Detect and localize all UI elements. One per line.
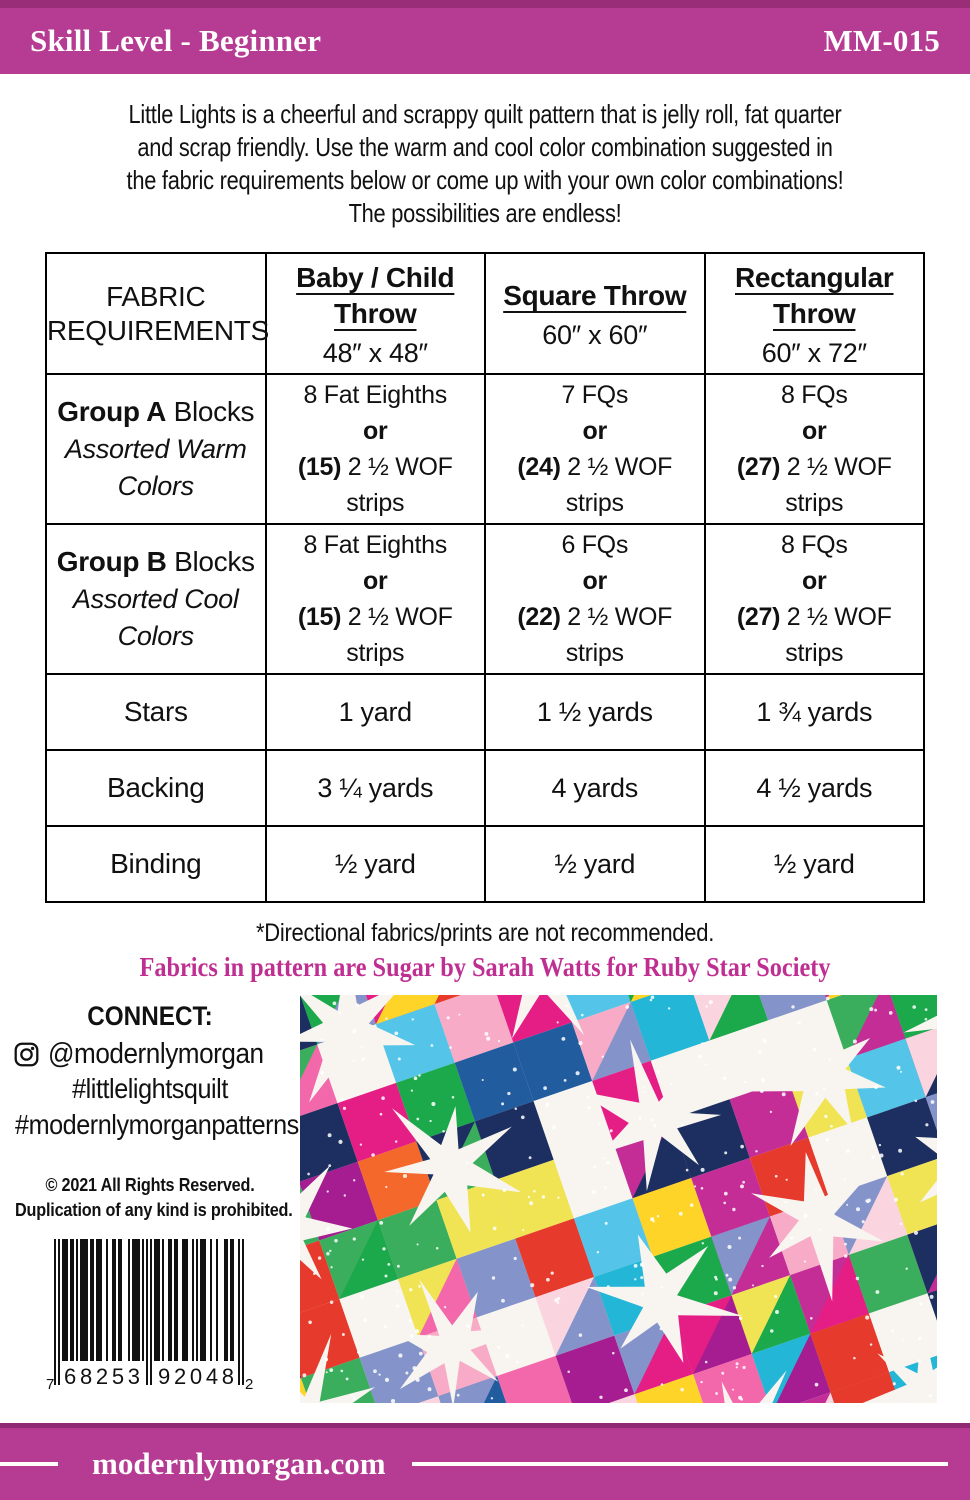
fabric-requirements-table — [45, 252, 925, 903]
cell-or: or — [582, 417, 607, 445]
intro-line: The possibilities are endless! — [348, 198, 622, 228]
skill-level-label: Skill Level - Beginner — [30, 23, 322, 58]
cell-qty: (15) — [297, 453, 342, 481]
directional-note — [0, 919, 970, 948]
cell-stars-baby: 1 yard — [266, 674, 486, 750]
row-label-stars: Stars — [46, 674, 266, 750]
copyright-line: Duplication of any kind is prohibited. — [15, 1200, 293, 1220]
copyright-line: © 2021 All Rights Reserved. — [45, 1175, 255, 1195]
cell-binding-rect: ½ yard — [705, 826, 925, 902]
fabric-credit-text: Fabrics in pattern are Sugar by Sarah Watts for Ruby Star Society — [139, 952, 831, 982]
group-subtitle: Assorted Cool Colors — [72, 584, 239, 651]
top-bar — [0, 0, 970, 74]
group-name: Group B — [56, 546, 167, 577]
cell-qty: (22) — [517, 603, 561, 631]
group-name: Group A — [57, 396, 167, 427]
pattern-number: MM-015 — [823, 23, 940, 58]
directional-note-text: *Directional fabrics/prints are not recommended. — [255, 919, 715, 947]
lower-section — [0, 995, 970, 1403]
cell-group-b-rect — [705, 524, 925, 674]
instagram-handle: @modernlymorgan — [47, 1038, 264, 1070]
table-row-group-a — [46, 374, 924, 524]
upc-barcode — [44, 1237, 256, 1400]
group-suffix: Blocks — [166, 396, 255, 427]
cell-line: 8 Fat Eighths — [303, 381, 447, 409]
connect-heading: CONNECT: — [87, 1001, 213, 1031]
column-size: 48″ x 48″ — [322, 338, 428, 368]
group-suffix: Blocks — [166, 546, 255, 577]
column-title: Baby / Child Throw — [296, 262, 455, 329]
column-header-square-throw — [485, 253, 705, 374]
cell-or: or — [802, 567, 827, 595]
intro-paragraph — [0, 98, 970, 230]
connect-column — [0, 995, 300, 1400]
cell-group-b-square — [485, 524, 705, 674]
cell-or: or — [802, 417, 827, 445]
hashtag-modernlymorganpatterns: #modernlymorganpatterns — [15, 1109, 299, 1140]
instagram-row — [0, 1038, 300, 1071]
cell-rest: 2 ½ WOF strips — [341, 603, 453, 667]
cell-stars-rect: 1 ¾ yards — [705, 674, 925, 750]
cell-line: 6 FQs — [561, 531, 629, 559]
cell-qty: (27) — [736, 453, 781, 481]
cell-rest: 2 ½ WOF strips — [780, 453, 892, 517]
group-subtitle: Assorted Warm Colors — [64, 434, 247, 501]
table-row-stars — [46, 674, 924, 750]
quilt-photo — [300, 995, 937, 1403]
table-title: FABRIC REQUIREMENTS — [46, 253, 266, 374]
table-header-row — [46, 253, 924, 374]
table-row-binding — [46, 826, 924, 902]
svg-text:68253: 68253 — [64, 1364, 140, 1389]
footer-rule-right — [412, 1462, 948, 1466]
hashtag-littlelightsquilt: #littlelightsquilt — [72, 1073, 228, 1104]
column-title: Rectangular Throw — [734, 262, 894, 329]
column-title: Square Throw — [503, 280, 687, 311]
copyright-block — [0, 1173, 300, 1223]
cell-group-a-baby — [266, 374, 486, 524]
row-label-group-b — [46, 524, 266, 674]
cell-line: 7 FQs — [561, 381, 629, 409]
cell-backing-square: 4 yards — [485, 750, 705, 826]
website-url: modernlymorgan.com — [92, 1446, 386, 1481]
cell-rest: 2 ½ WOF strips — [560, 453, 673, 517]
cell-line: 8 FQs — [780, 381, 848, 409]
intro-line: the fabric requirements below or come up with your own color combinations! — [126, 165, 844, 195]
cell-group-a-square — [485, 374, 705, 524]
cell-or: or — [582, 567, 607, 595]
cell-line: 8 Fat Eighths — [303, 531, 447, 559]
bottom-bar — [0, 1423, 970, 1500]
svg-text:2: 2 — [245, 1376, 254, 1393]
svg-text:92048: 92048 — [158, 1364, 234, 1389]
cell-backing-baby: 3 ¼ yards — [266, 750, 486, 826]
cell-rest: 2 ½ WOF strips — [780, 603, 892, 667]
cell-qty: (15) — [297, 603, 342, 631]
cell-group-a-rect — [705, 374, 925, 524]
cell-stars-square: 1 ½ yards — [485, 674, 705, 750]
cell-rest: 2 ½ WOF strips — [560, 603, 673, 667]
table-row-group-b — [46, 524, 924, 674]
cell-line: 8 FQs — [780, 531, 848, 559]
cell-group-b-baby — [266, 524, 486, 674]
table-row-backing — [46, 750, 924, 826]
column-size: 60″ x 72″ — [761, 338, 867, 368]
cell-binding-baby: ½ yard — [266, 826, 486, 902]
instagram-icon — [13, 1041, 40, 1068]
fabric-credit — [0, 952, 970, 983]
column-header-rectangular-throw — [705, 253, 925, 374]
cell-binding-square: ½ yard — [485, 826, 705, 902]
intro-line: and scrap friendly. Use the warm and cool color combination suggested in — [137, 132, 833, 162]
cell-backing-rect: 4 ½ yards — [705, 750, 925, 826]
cell-rest: 2 ½ WOF strips — [341, 453, 453, 517]
row-label-backing: Backing — [46, 750, 266, 826]
footer-rule-left — [0, 1462, 58, 1466]
row-label-binding: Binding — [46, 826, 266, 902]
intro-line: Little Lights is a cheerful and scrappy quilt pattern that is jelly roll, fat quarter — [128, 99, 842, 129]
column-header-baby-child — [266, 253, 486, 374]
cell-or: or — [363, 417, 388, 445]
column-size: 60″ x 60″ — [542, 320, 648, 350]
svg-text:7: 7 — [46, 1376, 55, 1393]
cell-or: or — [363, 567, 388, 595]
row-label-group-a — [46, 374, 266, 524]
cell-qty: (27) — [736, 603, 781, 631]
cell-qty: (24) — [517, 453, 561, 481]
